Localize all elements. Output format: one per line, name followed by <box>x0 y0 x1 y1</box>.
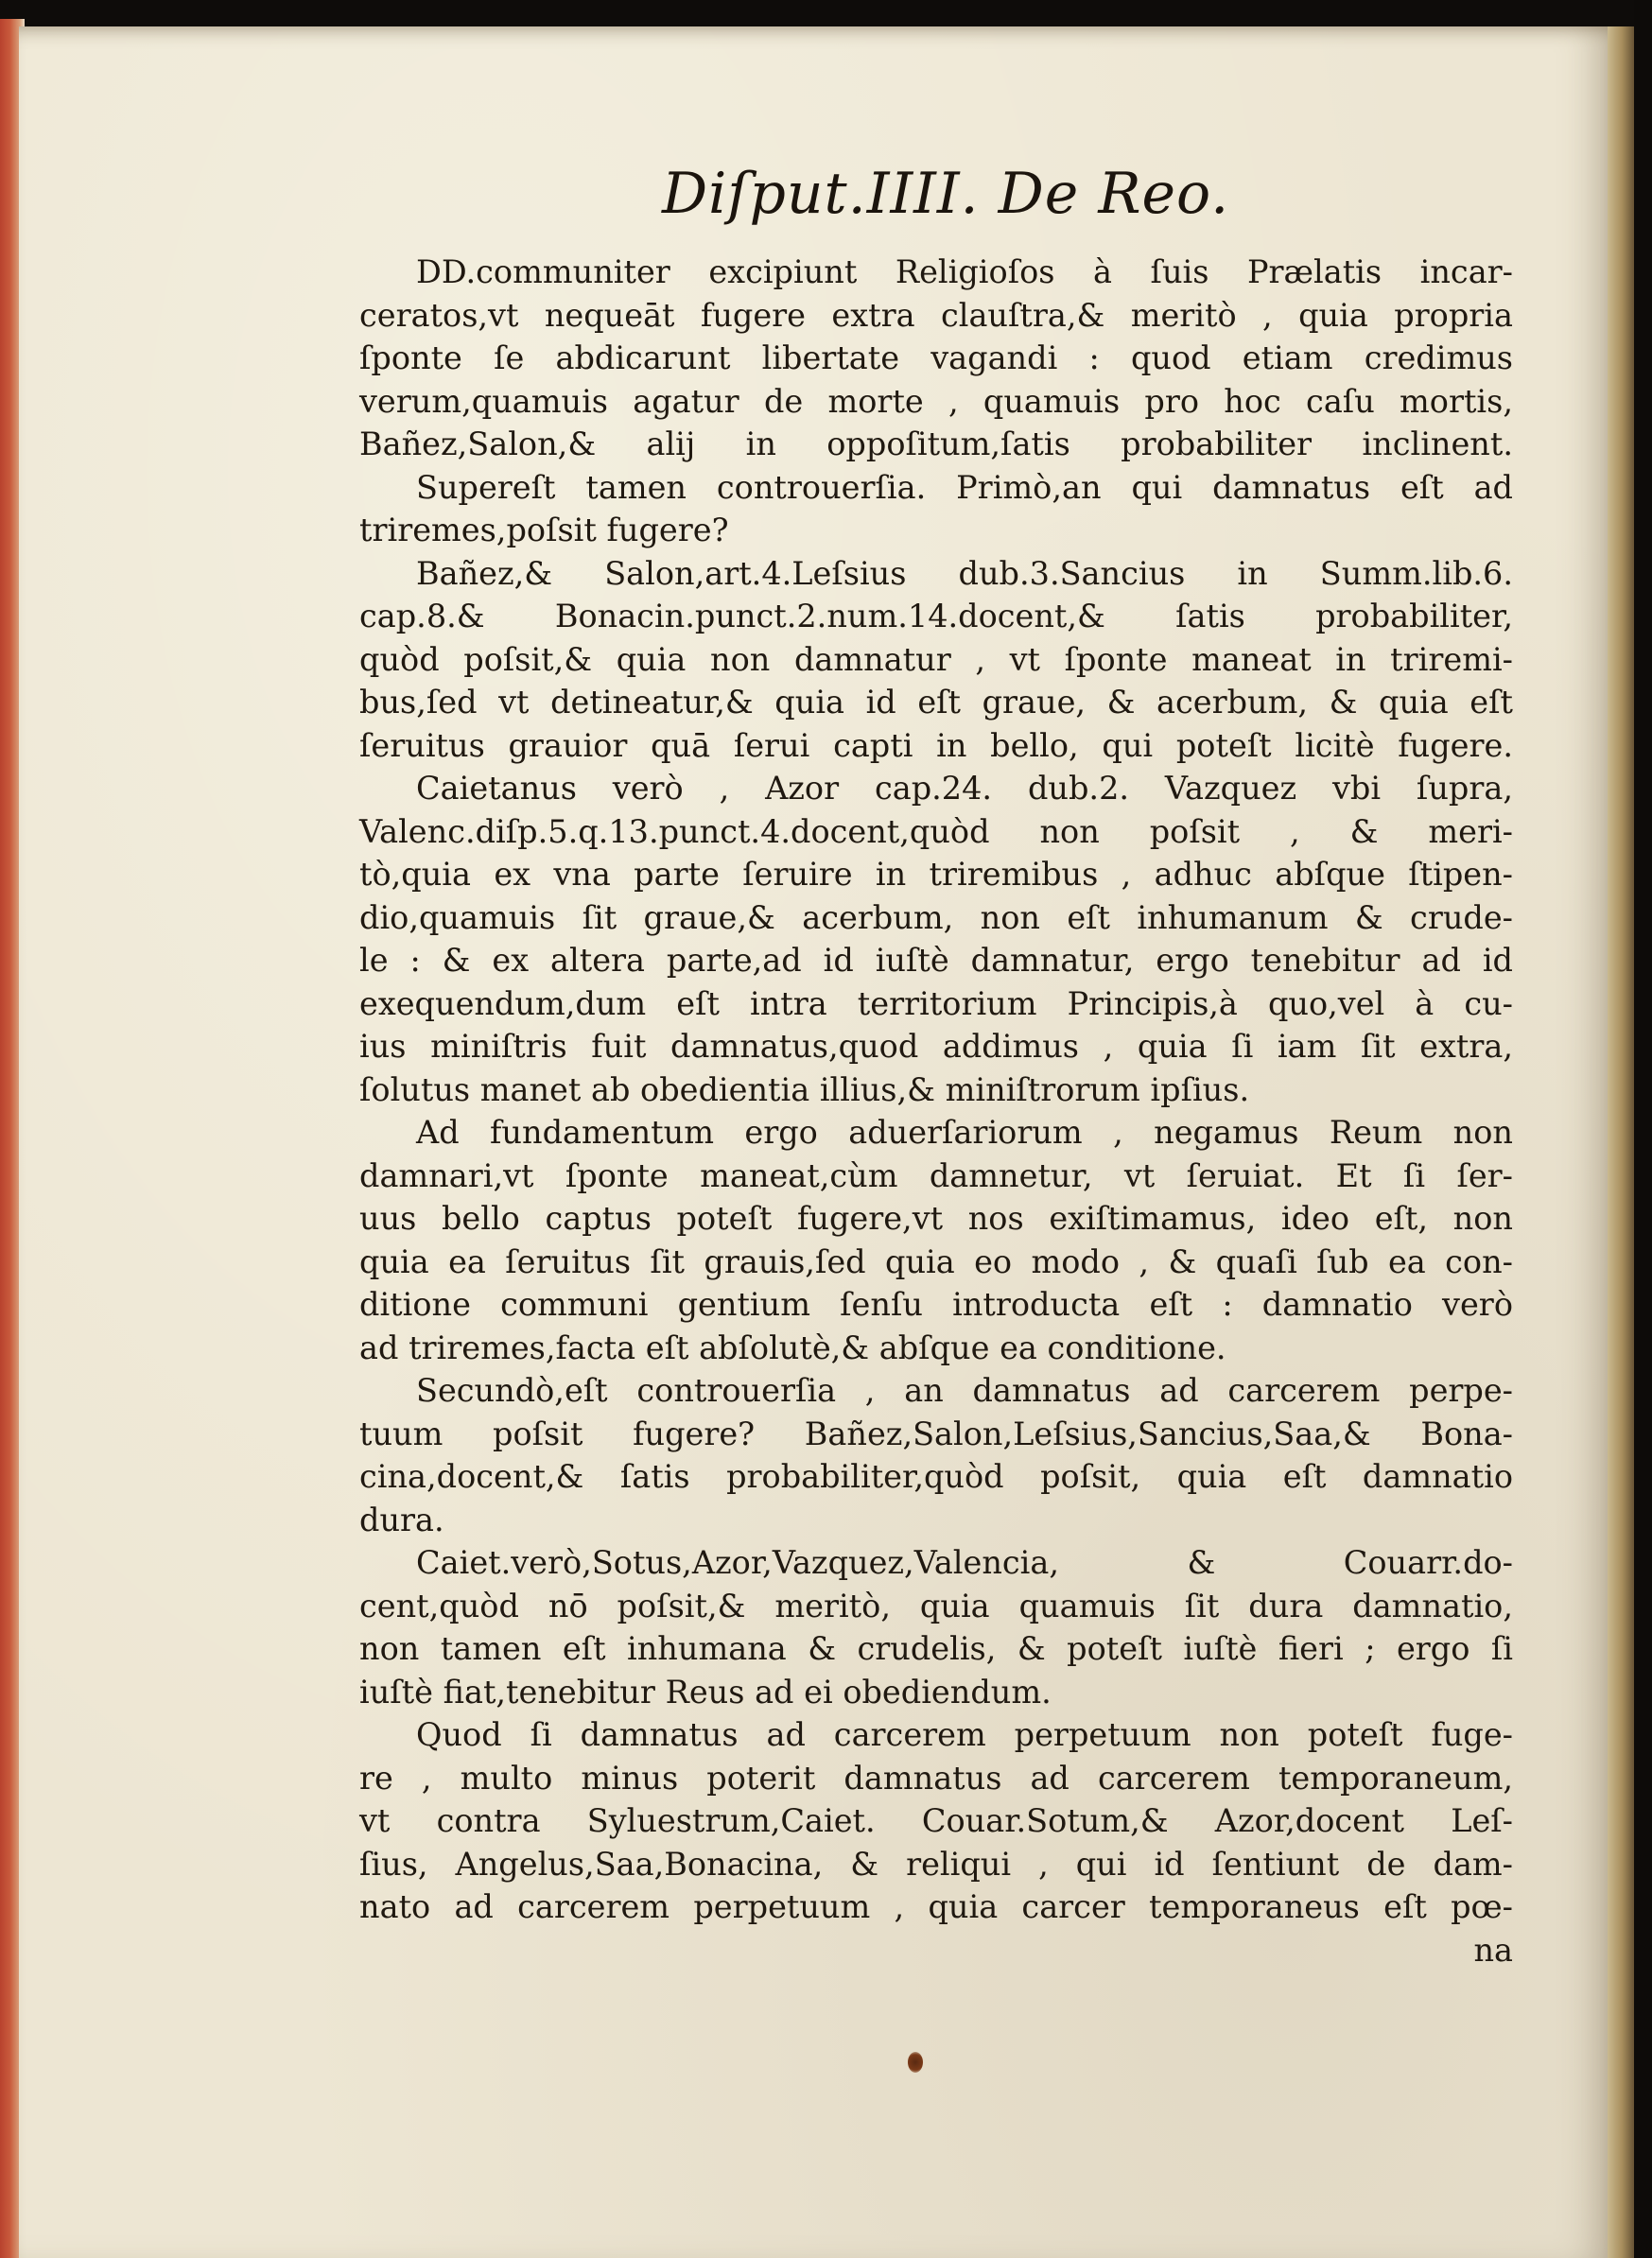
text-line: Valenc.diſp.5.q.13.punct.4.docent,quòd non poſsit , & meri- <box>359 812 1513 850</box>
text-line: dio,quamuis ſit graue,& acerbum, non eſt inhumanum & crude- <box>359 898 1513 936</box>
text-line: ius miniſtris fuit damnatus,quod addimus , quia ſi iam ſit extra, <box>359 1028 1513 1065</box>
text-line: cent,quòd nō poſsit,& meritò, quia quamuis ſit dura damnatio, <box>359 1587 1513 1624</box>
text-line: exequendum,dum eſt intra territorium Principis,à quo,vel à cu- <box>359 984 1513 1022</box>
text-line: cap.8.& Bonacin.punct.2.num.14.docent,& ſatis probabiliter, <box>359 598 1513 634</box>
text-line: vt contra Syluestrum,Caiet. Couar.Sotum,& Azor,docent Leſ- <box>359 1802 1513 1839</box>
running-head: Diſput.IIII. De Reo. <box>662 161 1230 227</box>
text-line: ditione communi gentium ſenſu introducta eſt : damnatio verò <box>359 1286 1513 1323</box>
paragraph <box>359 767 1513 1111</box>
text-line: Quod ſi damnatus ad carcerem perpetuum non poteſt fuge- <box>416 1716 1513 1753</box>
text-line: dura. <box>359 1501 444 1538</box>
catchword: na <box>1473 1931 1513 1969</box>
text-line: ad triremes,facta eſt abſolutè,& abſque ea conditione. <box>359 1329 1226 1366</box>
text-line: uus bello captus poteſt fugere,vt nos exiſtimamus, ideo eſt, non <box>359 1200 1513 1237</box>
text-line: damnari,vt ſponte maneat,cùm damnetur, vt ſeruiat. Et ſi ſer- <box>359 1156 1513 1194</box>
text-line: non tamen eſt inhumana & crudelis, & poteſt iuſtè fieri ; ergo ſi <box>359 1630 1513 1667</box>
paragraph <box>359 251 1513 466</box>
text-line: ceratos,vt nequeāt fugere extra clauſtra,& meritò , quia propria <box>359 296 1513 334</box>
text-line: Supereſt tamen controuerſia. Primò,an qui damnatus eſt ad <box>416 468 1513 506</box>
paragraph <box>359 1541 1513 1713</box>
text-line: verum,quamuis agatur de morte , quamuis pro hoc caſu mortis, <box>359 382 1513 420</box>
text-line: le : & ex altera parte,ad id iuſtè damnatur, ergo tenebitur ad id <box>359 942 1513 979</box>
text-line: quia ea ſeruitus ſit grauis,ſed quia eo modo , & quaſi ſub ea con- <box>359 1242 1513 1280</box>
paragraph <box>359 1713 1513 1929</box>
text-line: ſius, Angelus,Saa,Bonacina, & reliqui , qui id ſentiunt de dam- <box>359 1845 1513 1883</box>
text-line: quòd poſsit,& quia non damnatur , vt ſponte maneat in triremi- <box>359 640 1513 678</box>
text-line: Caiet.verò,Sotus,Azor,Vazquez,Valencia, & Couarr.do- <box>416 1544 1513 1581</box>
text-line: DD.communiter excipiunt Religioſos à ſuis Prælatis incar- <box>416 253 1513 290</box>
text-line: tò,quia ex vna parte ſeruire in triremibus , adhuc abſque ſtipen- <box>359 856 1513 893</box>
text-line: nato ad carcerem perpetuum , quia carcer temporaneus eſt pœ- <box>359 1888 1513 1925</box>
body-text <box>359 251 1513 1971</box>
ink-stain <box>908 2052 923 2073</box>
text-line: ſeruitus grauior quā ſerui capti in bello, qui poteſt licitè fugere. <box>359 726 1513 764</box>
text-line: tuum poſsit fugere? Bañez,Salon,Leſsius,Sancius,Saa,& Bona- <box>359 1415 1513 1452</box>
text-line: bus,ſed vt detineatur,& quia id eſt graue, & acerbum, & quia eſt <box>359 684 1513 721</box>
text-line: Bañez,& Salon,art.4.Leſsius dub.3.Sancius in Summ.lib.6. <box>416 554 1513 592</box>
text-line: ſponte ſe abdicarunt libertate vagandi : quod etiam credimus <box>359 339 1513 376</box>
text-line: ſolutus manet ab obedientia illius,& miniſtrorum ipſius. <box>359 1070 1250 1108</box>
scan-right-border <box>1634 0 1652 2258</box>
paragraph <box>359 552 1513 768</box>
paragraph <box>359 1111 1513 1369</box>
text-line: re , multo minus poterit damnatus ad carcerem temporaneum, <box>359 1759 1513 1797</box>
text-line: Ad fundamentum ergo aduerſariorum , negamus Reum non <box>416 1114 1513 1151</box>
paragraph <box>359 466 1513 552</box>
text-line: cina,docent,& ſatis probabiliter,quòd poſsit, quia eſt damnatio <box>359 1458 1513 1495</box>
text-line: Secundò,eſt controuerſia , an damnatus ad carcerem perpe- <box>416 1372 1513 1409</box>
text-line: Bañez,Salon,& alij in oppoſitum,ſatis probabiliter inclinent. <box>359 426 1513 462</box>
text-line: triremes,poſsit fugere? <box>359 512 729 548</box>
scan-top-border <box>0 0 1652 28</box>
paragraph <box>359 1369 1513 1541</box>
text-line: Caietanus verò , Azor cap.24. dub.2. Vazquez vbi ſupra, <box>416 770 1513 807</box>
page-edge-right <box>1608 26 1636 2258</box>
text-line: iuſtè fiat,tenebitur Reus ad ei obediendum. <box>359 1673 1052 1711</box>
